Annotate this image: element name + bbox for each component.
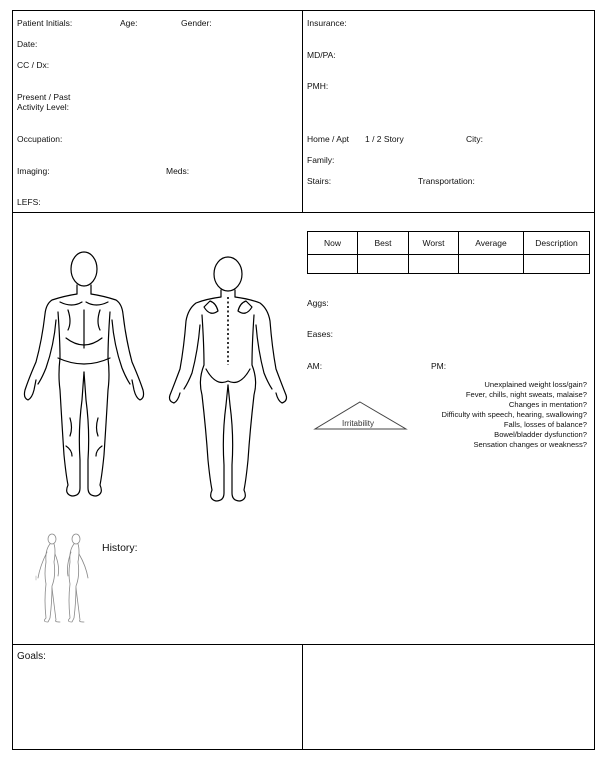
pain-header-average: Average [459, 232, 524, 255]
stairs-field[interactable]: Stairs: [307, 176, 332, 186]
pmh-field[interactable]: PMH: [307, 81, 329, 91]
age-field[interactable]: Age: [120, 18, 138, 28]
date-field[interactable]: Date: [17, 39, 38, 49]
pain-header-best: Best [358, 232, 409, 255]
pain-header-now: Now [308, 232, 358, 255]
irritability-label: Irritability [342, 419, 375, 428]
am-field[interactable]: AM: [307, 361, 323, 371]
body-side-icon[interactable] [34, 532, 96, 624]
red-flag-item[interactable]: Bowel/bladder dysfunction? [494, 430, 587, 439]
pain-worst-input[interactable] [409, 255, 459, 274]
city-field[interactable]: City: [466, 134, 483, 144]
pm-field[interactable]: PM: [431, 361, 447, 371]
home-apt-option[interactable]: Home / Apt [307, 134, 350, 144]
red-flag-item[interactable]: Difficulty with speech, hearing, swallowing? [441, 410, 587, 419]
red-flag-item[interactable]: Unexplained weight loss/gain? [484, 380, 587, 389]
pain-now-input[interactable] [308, 255, 358, 274]
cc-dx-field[interactable]: CC / Dx: [17, 60, 50, 70]
patient-initials-field[interactable]: Patient Initials: [17, 18, 73, 28]
pain-header-description: Description [524, 232, 590, 255]
gender-field[interactable]: Gender: [181, 18, 212, 28]
pain-best-input[interactable] [358, 255, 409, 274]
divider-vertical-top [302, 10, 303, 213]
red-flag-item[interactable]: Changes in mentation? [508, 400, 587, 409]
pain-header-worst: Worst [409, 232, 459, 255]
pain-description-input[interactable] [524, 255, 590, 274]
pain-average-input[interactable] [459, 255, 524, 274]
body-back-icon[interactable] [166, 255, 291, 505]
aggs-field[interactable]: Aggs: [307, 298, 329, 308]
transportation-field[interactable]: Transportation: [418, 176, 475, 186]
divider-bottom [12, 644, 595, 645]
red-flag-item[interactable]: Sensation changes or weakness? [473, 440, 587, 449]
occupation-field[interactable]: Occupation: [17, 134, 63, 144]
red-flag-item[interactable]: Fever, chills, night sweats, malaise? [465, 390, 587, 399]
divider-vertical-bottom [302, 644, 303, 750]
eases-field[interactable]: Eases: [307, 329, 333, 339]
imaging-field[interactable]: Imaging: [17, 166, 50, 176]
divider-top [12, 212, 595, 213]
history-field[interactable]: History: [102, 542, 138, 554]
family-field[interactable]: Family: [307, 155, 335, 165]
red-flag-list [387, 380, 587, 450]
body-front-icon[interactable] [20, 250, 145, 505]
lefs-field[interactable]: LEFS: [17, 197, 41, 207]
md-pa-field[interactable]: MD/PA: [307, 50, 336, 60]
meds-field[interactable]: Meds: [166, 166, 190, 176]
pain-rating-table [307, 231, 590, 274]
goals-field[interactable]: Goals: [17, 651, 46, 662]
insurance-field[interactable]: Insurance: [307, 18, 347, 28]
activity-level-field[interactable]: Present / Past Activity Level: [17, 92, 71, 112]
story-option[interactable]: 1 / 2 Story [365, 134, 404, 144]
red-flag-item[interactable]: Falls, losses of balance? [503, 420, 587, 429]
